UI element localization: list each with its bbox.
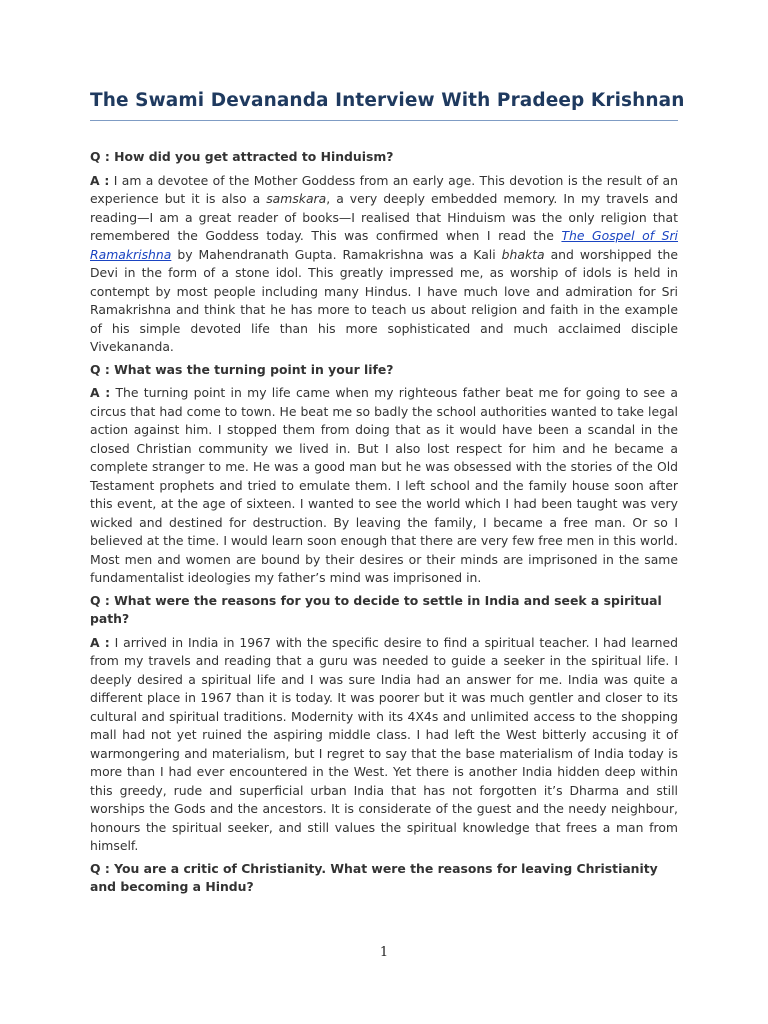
answer [90,172,678,357]
answer-text: , a very deeply embedded memory. In my travels and reading—I am a great reader of books—I realised that Hinduism was the only religion that remembered the Goddess today. This was confirmed when I read the [90,191,678,243]
answer-label: A : [90,172,110,188]
interview-body [90,148,678,902]
answer-label: A : [90,385,111,400]
answer-text: The turning point in my life came when my righteous father beat me for going to see a circus that had come to town. He beat me so badly the school authorities wanted to take legal action against him. I stopped them from doing that as it would have been a scandal in the closed Christian community we lived in. But I also lost respect for him and he became a complete stranger to me. He was a good man but he was obsessed with the stories of the Old Testament prophets and tried to emulate them. I left school and the family house soon after this event, at the age of sixteen. I wanted to see the world which I had been taught was very wicked and destined for destruction. By leaving the family, I became a free man. Or so I believed at the time. I would learn soon enough that there are very few free men in this world. Most men and women are bound by their desires or their minds are imprisoned in the same fundamentalist ideologies my father’s mind was imprisoned in. [90,385,678,585]
question: Q : What was the turning point in your life? [90,361,394,377]
answer-text: I arrived in India in 1967 with the specific desire to find a spiritual teacher. I had learned from my travels and reading that a guru was needed to guide a seeker in the spiritual life. I deeply desired a spiritual life and I was sure India had an answer for me. India was quite a different place in 1967 than it is today. It was poorer but it was much gentler and closer to its cultural and spiritual traditions. Modernity with its 4X4s and unlimited access to the shopping mall had not yet ruined the aspiring middle class. I had left the West bitterly accusing it of warmongering and materialism, but I regret to say that the base materialism of India today is more than I had ever encountered in the West. Yet there is another India hidden deep within this greedy, rude and superficial urban India that has not forgotten it’s Dharma and still worships the Gods and the ancestors. It is considerate of the guest and the needy neighbour, honours the spiritual seeker, and still values the spiritual knowledge that frees a man from himself. [90,634,679,853]
italic-term: samskara [266,191,327,206]
answer [90,634,678,856]
answer-text: by Mahendranath Gupta. Ramakrishna was a Kali [171,246,502,262]
answer-text: I am a devotee of the Mother Goddess from an early age. This devotion is the result of an experience but it is also a [90,172,678,206]
answer [90,384,678,588]
answer-label: A : [90,634,110,650]
italic-term: bhakta [501,246,545,262]
question: Q : What were the reasons for you to decide to settle in India and seek a spiritual path? [90,592,662,626]
question: Q : How did you get attracted to Hinduism? [90,149,394,164]
title-underline [90,120,678,121]
document-title: The Swami Devananda Interview With Pradeep Krishnan [90,90,685,111]
book-title-link[interactable]: The Gospel of Sri Ramakrishna [90,228,679,262]
question: Q : You are a critic of Christianity. What were the reasons for leaving Christianity and becoming a Hindu? [90,860,658,894]
answer-text: and worshipped the Devi in the form of a stone idol. This greatly impressed me, as worship of idols is held in contempt by most people including many Hindus. I have much love and admiration for Sri Ramakrishna and think that he has more to teach us about religion and faith in the example of his simple devoted life than his more sophisticated and much acclaimed disciple Vivekananda. [90,246,678,354]
page-number: 1 [379,945,389,960]
